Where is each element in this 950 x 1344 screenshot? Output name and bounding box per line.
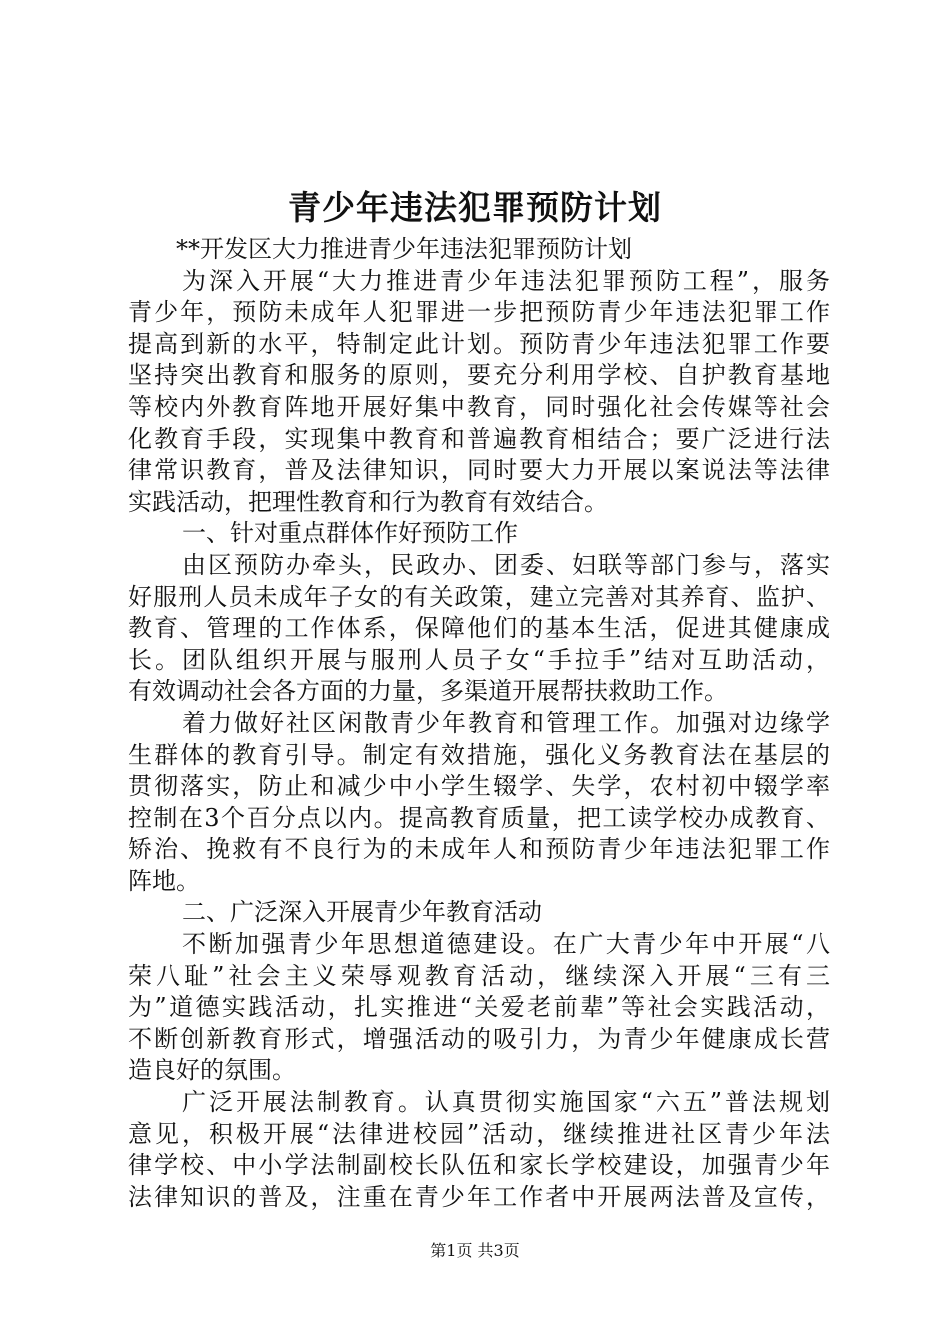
body-text-line: 不断创新教育形式，增强活动的吸引力，为青少年健康成长营 [128, 1024, 830, 1053]
body-text-line: 生群体的教育引导。制定有效措施，强化义务教育法在基层的 [128, 740, 830, 769]
body-text-line: 法律知识的普及，注重在青少年工作者中开展两法普及宣传， [128, 1182, 830, 1211]
body-text-line: 为”道德实践活动，扎实推进“关爱老前辈”等社会实践活动， [128, 993, 830, 1022]
body-text-line: 不断加强青少年思想道德建设。在广大青少年中开展“八 [182, 930, 830, 959]
body-text-line: 有效调动社会各方面的力量，多渠道开展帮扶救助工作。 [128, 677, 728, 706]
page-number-footer: 第1页 共3页 [430, 1241, 520, 1260]
body-text-line: 律常识教育，普及法律知识，同时要大力开展以案说法等法律 [128, 456, 830, 485]
body-text-line: 控制在3个百分点以内。提高教育质量，把工读学校办成教育、 [128, 803, 830, 832]
document-subtitle: **开发区大力推进青少年违法犯罪预防计划 [176, 235, 632, 263]
body-text-line: 广泛开展法制教育。认真贯彻实施国家“六五”普法规划 [182, 1088, 830, 1117]
body-text-line: 由区预防办牵头，民政办、团委、妇联等部门参与，落实 [182, 550, 830, 579]
body-text-line: 为深入开展“大力推进青少年违法犯罪预防工程”，服务 [182, 266, 830, 295]
body-text-line: 教育、管理的工作体系，保障他们的基本生活，促进其健康成 [128, 614, 830, 643]
body-text-line: 实践活动，把理性教育和行为教育有效结合。 [128, 487, 608, 516]
body-text-line: 阵地。 [128, 866, 200, 895]
body-text-line: 贯彻落实，防止和减少中小学生辍学、失学，农村初中辍学率 [128, 772, 830, 801]
body-text-line: 化教育手段，实现集中教育和普遍教育相结合；要广泛进行法 [128, 424, 830, 453]
body-text-line: 律学校、中小学法制副校长队伍和家长学校建设，加强青少年 [128, 1151, 830, 1180]
body-text-line: 长。团队组织开展与服刑人员子女“手拉手”结对互助活动， [128, 645, 830, 674]
body-text-line: 着力做好社区闲散青少年教育和管理工作。加强对边缘学 [182, 708, 830, 737]
document-title: 青少年违法犯罪预防计划 [288, 188, 662, 227]
body-text-line: 等校内外教育阵地开展好集中教育，同时强化社会传媒等社会 [128, 392, 830, 421]
body-text-line: 提高到新的水平，特制定此计划。预防青少年违法犯罪工作要 [128, 329, 830, 358]
body-text-line: 好服刑人员未成年子女的有关政策，建立完善对其养育、监护、 [128, 582, 830, 611]
body-text-line: 造良好的氛围。 [128, 1056, 296, 1085]
document-body [128, 234, 830, 1213]
section-heading: 一、针对重点群体作好预防工作 [182, 519, 518, 548]
body-text-line: 坚持突出教育和服务的原则，要充分利用学校、自护教育基地 [128, 361, 830, 390]
body-text-line: 矫治、挽救有不良行为的未成年人和预防青少年违法犯罪工作 [128, 835, 830, 864]
body-text-line: 青少年，预防未成年人犯罪进一步把预防青少年违法犯罪工作 [128, 298, 830, 327]
section-heading: 二、广泛深入开展青少年教育活动 [182, 898, 542, 927]
body-text-line: 荣八耻”社会主义荣辱观教育活动，继续深入开展“三有三 [128, 961, 830, 990]
body-text-line: 意见，积极开展“法律进校园”活动，继续推进社区青少年法 [128, 1119, 830, 1148]
